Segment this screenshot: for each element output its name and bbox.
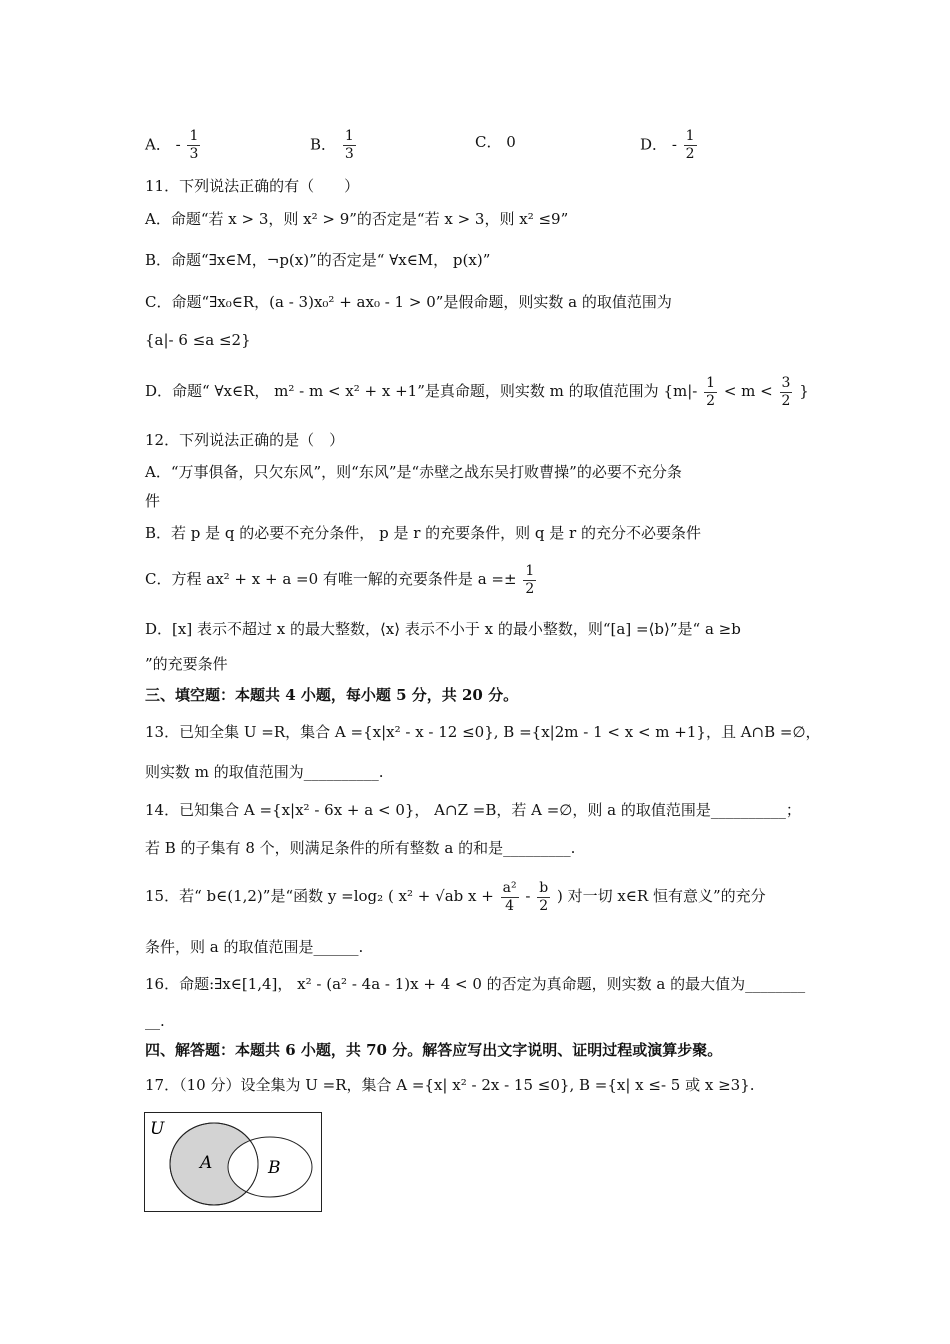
q16-line2: __. xyxy=(145,1012,165,1030)
q12-option-c: C．方程 ax² + x + a =0 有唯一解的充要条件是 a =± $\frac{1}{2}$ xyxy=(145,562,535,597)
venn-diagram xyxy=(144,1112,322,1212)
q12-option-d: D．[x] 表示不超过 x 的最大整数，⟨x⟩ 表示不小于 x 的最小整数，则“[a] =⟨b⟩”是“ a ≥b xyxy=(145,620,741,638)
q13-line2: 则实数 m 的取值范围为__________. xyxy=(145,763,384,781)
q13-line1: 13．已知全集 U =R，集合 A ={x|x² - x - 12 ≤0}, B ={x|2m - 1 < x < m +1}，且 A∩B =∅， xyxy=(145,723,821,741)
q12-option-a-cont: 件 xyxy=(145,492,161,510)
q16-line1: 16．命题:∃x∈[1,4]， x² - (a² - 4a - 1)x + 4 < 0 的否定为真命题，则实数 a 的最大值为________ xyxy=(145,975,806,993)
q17-line1: 17．（10 分）设全集为 U =R，集合 A ={x| x² - 2x - 15 ≤0}, B ={x| x ≤- 5 或 x ≥3}. xyxy=(145,1076,755,1094)
fraction: $\frac{1}{2}$ xyxy=(525,562,535,597)
fraction: $\frac{b}{2}$ xyxy=(539,879,549,914)
q10-option-d: D． - $\frac{1}{2}$ xyxy=(640,128,695,162)
q11-option-a: A．命题“若 x > 3，则 x² > 9”的否定是“若 x > 3，则 x² ≤9” xyxy=(145,210,569,228)
set-a-label: A xyxy=(200,1153,213,1173)
q12-option-a: A．“万事俱备，只欠东风”，则“东风”是“赤壁之战东吴打败曹操”的必要不充分条 xyxy=(145,463,682,481)
q12-option-b: B．若 p 是 q 的必要不充分条件， p 是 r 的充要条件，则 q 是 r 的充分不必要条件 xyxy=(145,524,701,542)
section-3-heading: 三、填空题：本题共 4 小题，每小题 5 分，共 20 分。 xyxy=(145,686,519,704)
fraction: $\frac{3}{2}$ xyxy=(781,374,791,409)
fraction: $\frac{\text{a²}}{4}$ xyxy=(502,879,517,914)
set-b-label: B xyxy=(268,1158,281,1178)
q15-line2: 条件，则 a 的取值范围是______. xyxy=(145,938,364,956)
q14-line1: 14．已知集合 A ={x|x² - 6x + a < 0}， A∩Z =B，若 A =∅，则 a 的取值范围是__________； xyxy=(145,801,801,819)
q11-option-d: D．命题“ ∀x∈R， m² - m < x² + x +1”是真命题，则实数 m 的取值范围为 {m|- $\frac{1}{2}$ < m < $\frac{3}{2}$ } xyxy=(145,374,809,409)
section-4-heading: 四、解答题：本题共 6 小题，共 70 分。解答应写出文字说明、证明过程或演算步聚。 xyxy=(145,1041,723,1059)
q11-stem: 11．下列说法正确的有（ ） xyxy=(145,177,360,195)
q15-line1: 15．若“ b∈(1,2)”是“函数 y =log₂ ( x² + √ab x + $\frac{\text{a²}}{4}$ - $\frac{b}{2}$ ) 对一切 x∈R 恒有意义”的充分 xyxy=(145,879,766,914)
q11-option-c-range: {a|- 6 ≤a ≤2} xyxy=(145,331,251,349)
fraction: $\frac{1}{3}$ xyxy=(344,128,354,162)
universe-label: U xyxy=(150,1119,165,1139)
q10-option-b: B． $\frac{1}{3}$ xyxy=(310,128,354,162)
fraction: $\frac{1}{2}$ xyxy=(685,128,695,162)
q10-option-c: C． 0 xyxy=(475,133,516,151)
q14-line2: 若 B 的子集有 8 个，则满足条件的所有整数 a 的和是_________. xyxy=(145,839,576,857)
q11-option-b: B．命题“∃x∈M，¬p(x)”的否定是“ ∀x∈M， p(x)” xyxy=(145,251,491,269)
q12-stem: 12．下列说法正确的是（ ） xyxy=(145,431,345,449)
q12-option-d-cont: ”的充要条件 xyxy=(145,655,228,673)
fraction: $\frac{1}{3}$ xyxy=(189,128,199,162)
q10-option-a: A． - $\frac{1}{3}$ xyxy=(145,128,199,162)
q11-option-c: C．命题“∃x₀∈R，(a - 3)x₀² + ax₀ - 1 > 0”是假命题，则实数 a 的取值范围为 xyxy=(145,293,672,311)
fraction: $\frac{1}{2}$ xyxy=(706,374,716,409)
